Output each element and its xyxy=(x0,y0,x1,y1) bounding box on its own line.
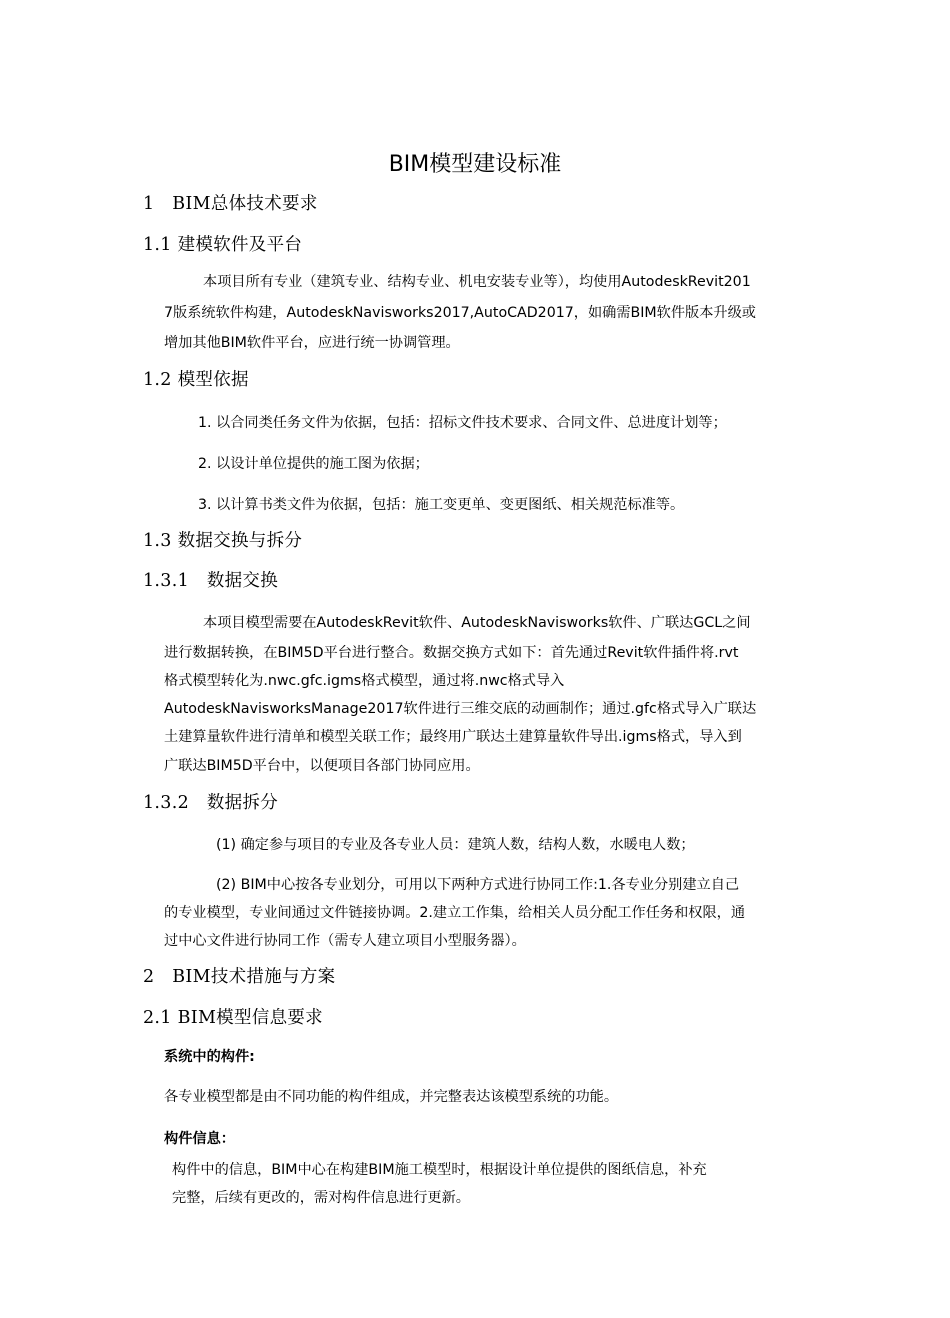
label-components: 系统中的构件: xyxy=(164,1049,255,1065)
paragraph-line: 格式模型转化为.nwc.gfc.igms格式模型，通过将.nwc格式导入 xyxy=(164,673,565,689)
paragraph-line: AutodeskNavisworksManage2017软件进行三维交底的动画制作；通过.gfc格式导入广联达 xyxy=(164,701,757,717)
paragraph-line: 进行数据转换，在BIM5D平台进行整合。数据交换方式如下：首先通过Revit软件插件将.rvt xyxy=(164,645,739,661)
paragraph-line: 增加其他BIM软件平台，应进行统一协调管理。 xyxy=(164,335,460,351)
heading-2: 2 BIM技术措施与方案 xyxy=(143,967,336,987)
paragraph-line: 构件中的信息，BIM中心在构建BIM施工模型时，根据设计单位提供的图纸信息，补充 xyxy=(172,1162,707,1178)
list-item: 3. 以计算书类文件为依据，包括：施工变更单、变更图纸、相关规范标准等。 xyxy=(198,497,685,513)
heading-1-1: 1.1 建模软件及平台 xyxy=(143,235,303,255)
paragraph-line: 的专业模型，专业间通过文件链接协调。2.建立工作集，给相关人员分配工作任务和权限，通 xyxy=(164,905,746,921)
page-title: BIM模型建设标准 xyxy=(388,152,562,177)
paragraph-line: 各专业模型都是由不同功能的构件组成，并完整表达该模型系统的功能。 xyxy=(164,1089,619,1105)
paragraph-line: 土建算量软件进行清单和模型关联工作；最终用广联达土建算量软件导出.igms格式，导入到 xyxy=(164,729,742,745)
heading-1-3: 1.3 数据交换与拆分 xyxy=(143,531,303,551)
paragraph-line: 本项目模型需要在AutodeskRevit软件、AutodeskNavisworks软件、广联达GCL之间 xyxy=(203,615,751,631)
heading-1: 1 BIM总体技术要求 xyxy=(143,194,318,214)
paragraph-line: 7版系统软件构建，AutodeskNavisworks2017,AutoCAD2017，如确需BIM软件版本升级或 xyxy=(164,305,756,321)
heading-1-3-1: 1.3.1 数据交换 xyxy=(143,571,279,591)
paragraph-line: 完整，后续有更改的，需对构件信息进行更新。 xyxy=(172,1190,470,1206)
paragraph-line: (1) 确定参与项目的专业及各专业人员：建筑人数，结构人数，水暖电人数； xyxy=(216,837,695,853)
label-component-info: 构件信息： xyxy=(164,1131,235,1147)
list-item: 1. 以合同类任务文件为依据，包括：招标文件技术要求、合同文件、总进度计划等； xyxy=(198,415,727,431)
heading-1-2: 1.2 模型依据 xyxy=(143,370,249,390)
paragraph-line: (2) BIM中心按各专业划分，可用以下两种方式进行协同工作:1.各专业分别建立自己 xyxy=(216,877,740,893)
paragraph-line: 过中心文件进行协同工作（需专人建立项目小型服务器）。 xyxy=(164,933,526,949)
list-item: 2. 以设计单位提供的施工图为依据； xyxy=(198,456,429,472)
heading-1-3-2: 1.3.2 数据拆分 xyxy=(143,793,279,813)
heading-2-1: 2.1 BIM模型信息要求 xyxy=(143,1008,323,1028)
paragraph-line: 广联达BIM5D平台中，以便项目各部门协同应用。 xyxy=(164,758,480,774)
paragraph-line: 本项目所有专业（建筑专业、结构专业、机电安装专业等），均使用AutodeskRevit201 xyxy=(203,274,751,290)
